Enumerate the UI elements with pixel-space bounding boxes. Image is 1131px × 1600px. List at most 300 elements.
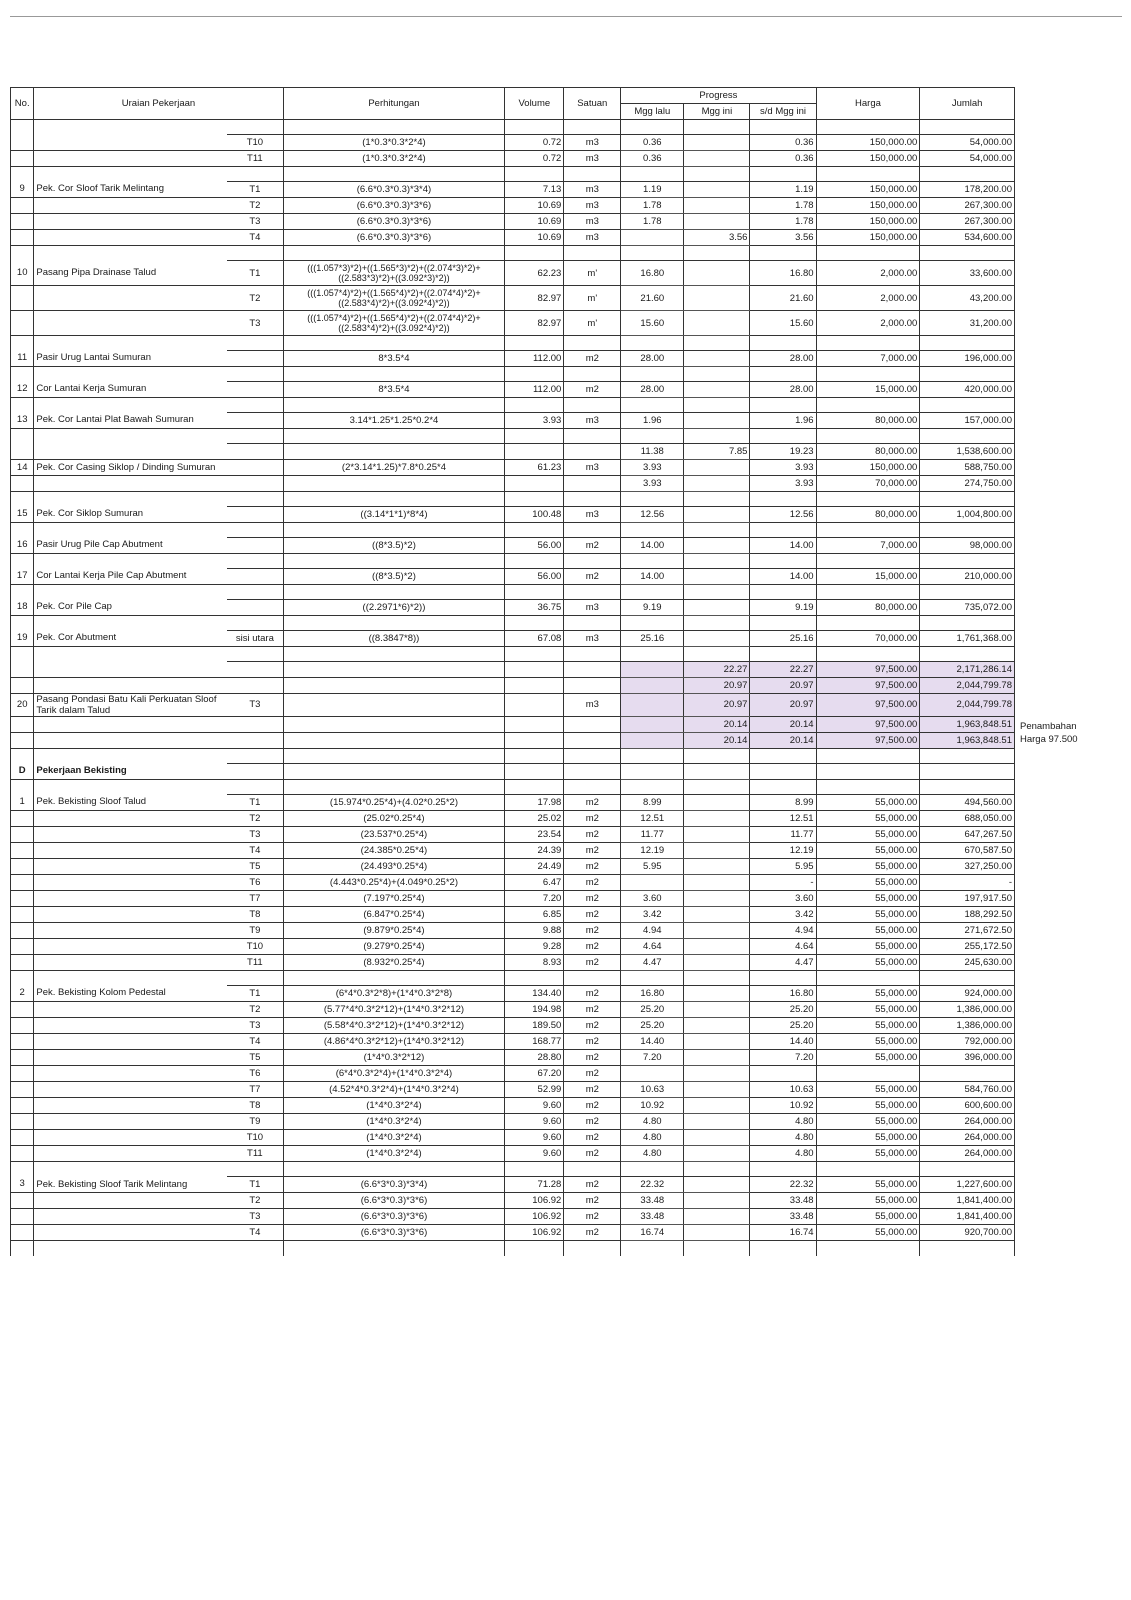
item-amount: 2,044,799.78 xyxy=(920,678,1015,694)
progress-this-week xyxy=(684,600,750,616)
table-row xyxy=(11,662,1015,678)
item-price-empty xyxy=(816,367,920,382)
progress-to-date: 12.51 xyxy=(750,811,816,827)
item-unit: m3 xyxy=(564,413,621,429)
item-unit: m2 xyxy=(564,1146,621,1162)
item-name-empty xyxy=(34,429,227,444)
progress-to-date-empty xyxy=(750,780,816,795)
progress-last-week-empty xyxy=(621,585,684,600)
item-sub: T10 xyxy=(227,1130,283,1146)
item-volume: 25.02 xyxy=(505,811,564,827)
spacer-row xyxy=(11,523,1015,538)
item-unit: m3 xyxy=(564,214,621,230)
item-no: 16 xyxy=(11,538,34,554)
progress-this-week-empty xyxy=(684,764,750,780)
table-row xyxy=(11,230,1015,246)
item-amount: 1,761,368.00 xyxy=(920,631,1015,647)
progress-last-week: 10.63 xyxy=(621,1082,684,1098)
item-unit-empty xyxy=(564,554,621,569)
item-sub-empty xyxy=(227,764,283,780)
item-price: 55,000.00 xyxy=(816,923,920,939)
item-sub: T8 xyxy=(227,907,283,923)
item-volume: 36.75 xyxy=(505,600,564,616)
progress-last-week: 1.78 xyxy=(621,198,684,214)
item-calculation: (6.6*3*0.3)*3*4) xyxy=(283,1177,505,1193)
item-amount-empty xyxy=(920,749,1015,764)
progress-last-week-empty xyxy=(621,764,684,780)
item-unit xyxy=(564,733,621,749)
item-amount-empty xyxy=(920,971,1015,986)
item-amount: 274,750.00 xyxy=(920,476,1015,492)
item-name-empty xyxy=(34,616,227,631)
item-price: 55,000.00 xyxy=(816,1002,920,1018)
table-row xyxy=(11,1177,1015,1193)
item-volume: 17.98 xyxy=(505,795,564,811)
item-unit: m2 xyxy=(564,843,621,859)
item-amount: 98,000.00 xyxy=(920,538,1015,554)
table-row xyxy=(11,1098,1015,1114)
item-amount: 688,050.00 xyxy=(920,811,1015,827)
item-name-empty xyxy=(34,749,227,764)
item-price-empty xyxy=(816,616,920,631)
item-sub: sisi utara xyxy=(227,631,283,647)
item-no xyxy=(11,955,34,971)
item-calculation: (24.493*0.25*4) xyxy=(283,859,505,875)
progress-this-week-empty xyxy=(684,120,750,135)
progress-this-week xyxy=(684,1002,750,1018)
item-name xyxy=(34,1225,227,1241)
item-no: 2 xyxy=(11,986,34,1002)
item-volume: 9.60 xyxy=(505,1098,564,1114)
table-row xyxy=(11,939,1015,955)
item-calculation-empty xyxy=(283,336,505,351)
item-unit xyxy=(564,717,621,733)
item-name-empty xyxy=(34,398,227,413)
item-volume-empty xyxy=(505,523,564,538)
item-price: 55,000.00 xyxy=(816,1082,920,1098)
item-no xyxy=(11,843,34,859)
item-unit-empty xyxy=(564,764,621,780)
item-amount: 267,300.00 xyxy=(920,198,1015,214)
progress-this-week: 20.14 xyxy=(684,717,750,733)
spacer-row xyxy=(11,398,1015,413)
progress-to-date: 5.95 xyxy=(750,859,816,875)
item-calculation: (6.6*3*0.3)*3*6) xyxy=(283,1209,505,1225)
item-unit: m' xyxy=(564,261,621,286)
item-amount-empty xyxy=(920,367,1015,382)
item-sub: T6 xyxy=(227,1066,283,1082)
item-unit-empty xyxy=(564,749,621,764)
item-amount: 54,000.00 xyxy=(920,135,1015,151)
item-unit: m' xyxy=(564,311,621,336)
item-sub: T2 xyxy=(227,811,283,827)
item-price: 70,000.00 xyxy=(816,631,920,647)
item-amount: 33,600.00 xyxy=(920,261,1015,286)
item-no xyxy=(11,1066,34,1082)
item-calculation: (9.879*0.25*4) xyxy=(283,923,505,939)
spacer-row xyxy=(11,616,1015,631)
item-sub: T11 xyxy=(227,955,283,971)
progress-to-date: 10.63 xyxy=(750,1082,816,1098)
item-name xyxy=(34,811,227,827)
item-volume: 67.20 xyxy=(505,1066,564,1082)
progress-last-week xyxy=(621,678,684,694)
item-volume-empty xyxy=(505,398,564,413)
progress-to-date: 0.36 xyxy=(750,135,816,151)
item-unit: m2 xyxy=(564,1098,621,1114)
item-calculation-empty xyxy=(283,780,505,795)
item-name xyxy=(34,1130,227,1146)
progress-to-date: 9.19 xyxy=(750,600,816,616)
item-price: 55,000.00 xyxy=(816,907,920,923)
item-unit: m3 xyxy=(564,182,621,198)
progress-last-week: 1.78 xyxy=(621,214,684,230)
table-row xyxy=(11,827,1015,843)
item-volume: 6.47 xyxy=(505,875,564,891)
item-calculation: (((1.057*4)*2)+((1.565*4)*2)+((2.074*4)*2)+((2.583*4)*2)+((3.092*4)*2)) xyxy=(283,311,505,336)
item-amount: 1,227,600.00 xyxy=(920,1177,1015,1193)
progress-this-week-empty xyxy=(684,398,750,413)
progress-last-week: 0.36 xyxy=(621,135,684,151)
table-row xyxy=(11,1130,1015,1146)
item-volume: 67.08 xyxy=(505,631,564,647)
progress-to-date-empty xyxy=(750,398,816,413)
table-row xyxy=(11,1050,1015,1066)
item-unit-empty xyxy=(564,523,621,538)
item-name-empty xyxy=(34,1162,227,1177)
progress-to-date: 14.00 xyxy=(750,538,816,554)
item-volume: 52.99 xyxy=(505,1082,564,1098)
progress-to-date: 16.80 xyxy=(750,986,816,1002)
item-unit: m2 xyxy=(564,1177,621,1193)
table-row xyxy=(11,1114,1015,1130)
progress-last-week-empty xyxy=(621,336,684,351)
item-volume: 106.92 xyxy=(505,1193,564,1209)
item-name xyxy=(34,907,227,923)
item-amount: 735,072.00 xyxy=(920,600,1015,616)
item-amount: 196,000.00 xyxy=(920,351,1015,367)
item-unit: m2 xyxy=(564,1114,621,1130)
spacer-row xyxy=(11,167,1015,182)
progress-this-week xyxy=(684,986,750,1002)
item-name xyxy=(34,1066,227,1082)
item-volume: 112.00 xyxy=(505,351,564,367)
item-amount: 600,600.00 xyxy=(920,1098,1015,1114)
item-no xyxy=(11,1082,34,1098)
item-volume: 82.97 xyxy=(505,286,564,311)
item-calculation-empty xyxy=(283,167,505,182)
progress-to-date-empty xyxy=(750,523,816,538)
item-no-empty xyxy=(11,585,34,600)
item-calculation: (1*4*0.3*2*4) xyxy=(283,1114,505,1130)
header-no: No. xyxy=(11,88,34,120)
progress-last-week: 14.00 xyxy=(621,569,684,585)
item-amount-empty xyxy=(920,616,1015,631)
item-name xyxy=(34,151,227,167)
item-amount-empty xyxy=(920,1162,1015,1177)
item-unit: m2 xyxy=(564,351,621,367)
progress-this-week xyxy=(684,891,750,907)
progress-this-week xyxy=(684,1034,750,1050)
item-no xyxy=(11,827,34,843)
progress-this-week xyxy=(684,955,750,971)
progress-to-date: 3.93 xyxy=(750,476,816,492)
item-name xyxy=(34,476,227,492)
table-row xyxy=(11,1225,1015,1241)
item-calculation: (2*3.14*1.25)*7.8*0.25*4 xyxy=(283,460,505,476)
item-calculation: (5.58*4*0.3*2*12)+(1*4*0.3*2*12) xyxy=(283,1018,505,1034)
item-unit: m' xyxy=(564,286,621,311)
header-sd-mgg-ini: s/d Mgg ini xyxy=(750,104,816,120)
progress-to-date: 28.00 xyxy=(750,382,816,398)
item-no-empty xyxy=(11,523,34,538)
item-unit: m2 xyxy=(564,795,621,811)
item-no-empty xyxy=(11,616,34,631)
progress-last-week: 4.47 xyxy=(621,955,684,971)
header-satuan: Satuan xyxy=(564,88,621,120)
item-volume xyxy=(505,717,564,733)
progress-last-week: 0.36 xyxy=(621,151,684,167)
item-volume: 106.92 xyxy=(505,1209,564,1225)
item-no xyxy=(11,1018,34,1034)
progress-last-week: 4.80 xyxy=(621,1114,684,1130)
item-calculation: ((3.14*1*1)*8*4) xyxy=(283,507,505,523)
item-no xyxy=(11,1114,34,1130)
item-calculation: (6.6*0.3*0.3)*3*6) xyxy=(283,214,505,230)
progress-to-date-empty xyxy=(750,367,816,382)
item-calculation: ((2.2971*6)*2)) xyxy=(283,600,505,616)
item-no: 13 xyxy=(11,413,34,429)
table-row xyxy=(11,875,1015,891)
item-name-empty xyxy=(34,367,227,382)
item-price: 55,000.00 xyxy=(816,875,920,891)
item-unit: m2 xyxy=(564,1130,621,1146)
item-amount: 327,250.00 xyxy=(920,859,1015,875)
progress-this-week-empty xyxy=(684,246,750,261)
item-name: Pasir Urug Pile Cap Abutment xyxy=(34,538,227,554)
item-amount-empty xyxy=(920,1241,1015,1257)
progress-this-week xyxy=(684,1066,750,1082)
item-amount: 197,917.50 xyxy=(920,891,1015,907)
header-mgg-lalu: Mgg lalu xyxy=(621,104,684,120)
item-calculation: (1*4*0.3*2*4) xyxy=(283,1098,505,1114)
progress-to-date: 4.80 xyxy=(750,1130,816,1146)
progress-this-week xyxy=(684,460,750,476)
item-name xyxy=(34,135,227,151)
item-amount-empty xyxy=(920,554,1015,569)
item-volume: 0.72 xyxy=(505,151,564,167)
item-price: 55,000.00 xyxy=(816,1146,920,1162)
item-price-empty xyxy=(816,585,920,600)
item-unit: m2 xyxy=(564,955,621,971)
item-volume-empty xyxy=(505,167,564,182)
item-calculation: (1*0.3*0.3*2*4) xyxy=(283,135,505,151)
item-amount: 420,000.00 xyxy=(920,382,1015,398)
item-calculation: (6.6*3*0.3)*3*6) xyxy=(283,1225,505,1241)
progress-to-date: 22.32 xyxy=(750,1177,816,1193)
item-volume-empty xyxy=(505,585,564,600)
item-calculation-empty xyxy=(283,398,505,413)
table-row xyxy=(11,1209,1015,1225)
item-unit xyxy=(564,444,621,460)
progress-last-week-empty xyxy=(621,429,684,444)
top-rule xyxy=(10,16,1122,17)
progress-last-week-empty xyxy=(621,367,684,382)
item-sub-empty xyxy=(227,780,283,795)
progress-last-week-empty xyxy=(621,616,684,631)
table-row xyxy=(11,214,1015,230)
progress-to-date-empty xyxy=(750,120,816,135)
item-unit-empty xyxy=(564,336,621,351)
progress-last-week: 5.95 xyxy=(621,859,684,875)
progress-last-week: 16.80 xyxy=(621,986,684,1002)
table-row xyxy=(11,413,1015,429)
item-price xyxy=(816,1066,920,1082)
item-no: 10 xyxy=(11,261,34,286)
item-volume: 134.40 xyxy=(505,986,564,1002)
item-calculation: (6.6*0.3*0.3)*3*4) xyxy=(283,182,505,198)
progress-last-week: 15.60 xyxy=(621,311,684,336)
item-name-empty xyxy=(34,1241,227,1257)
item-name: Pek. Cor Siklop Sumuran xyxy=(34,507,227,523)
table-row xyxy=(11,986,1015,1002)
item-sub: T7 xyxy=(227,891,283,907)
item-price: 97,500.00 xyxy=(816,662,920,678)
item-calculation: ((8.3847*8)) xyxy=(283,631,505,647)
progress-to-date: 20.97 xyxy=(750,694,816,717)
progress-to-date: 4.80 xyxy=(750,1114,816,1130)
progress-to-date: - xyxy=(750,875,816,891)
table-row xyxy=(11,311,1015,336)
item-volume: 56.00 xyxy=(505,569,564,585)
progress-to-date: 14.00 xyxy=(750,569,816,585)
item-calculation: (6.6*0.3*0.3)*3*6) xyxy=(283,230,505,246)
item-calculation-empty xyxy=(283,492,505,507)
item-name xyxy=(34,717,227,733)
item-volume: 189.50 xyxy=(505,1018,564,1034)
item-amount: 920,700.00 xyxy=(920,1225,1015,1241)
item-name xyxy=(34,1193,227,1209)
item-name xyxy=(34,733,227,749)
item-unit-empty xyxy=(564,647,621,662)
item-price: 15,000.00 xyxy=(816,382,920,398)
item-amount: 584,760.00 xyxy=(920,1082,1015,1098)
item-amount: 1,004,800.00 xyxy=(920,507,1015,523)
item-volume: 82.97 xyxy=(505,311,564,336)
progress-this-week xyxy=(684,214,750,230)
progress-this-week xyxy=(684,507,750,523)
item-sub: T4 xyxy=(227,1034,283,1050)
item-no xyxy=(11,733,34,749)
item-amount: 157,000.00 xyxy=(920,413,1015,429)
progress-this-week xyxy=(684,1177,750,1193)
table-row xyxy=(11,631,1015,647)
table-row xyxy=(11,811,1015,827)
item-amount-empty xyxy=(920,246,1015,261)
item-price: 150,000.00 xyxy=(816,198,920,214)
item-unit: m2 xyxy=(564,907,621,923)
progress-this-week xyxy=(684,1225,750,1241)
item-no xyxy=(11,1209,34,1225)
item-volume: 9.60 xyxy=(505,1146,564,1162)
progress-last-week xyxy=(621,662,684,678)
item-no: 18 xyxy=(11,600,34,616)
table-row xyxy=(11,182,1015,198)
item-unit: m2 xyxy=(564,382,621,398)
item-price: 55,000.00 xyxy=(816,811,920,827)
progress-last-week: 3.93 xyxy=(621,476,684,492)
item-volume: 24.49 xyxy=(505,859,564,875)
item-sub xyxy=(227,444,283,460)
item-calculation xyxy=(283,476,505,492)
item-sub: T2 xyxy=(227,286,283,311)
item-calculation-empty xyxy=(283,585,505,600)
progress-to-date-empty xyxy=(750,585,816,600)
item-name-empty xyxy=(34,336,227,351)
progress-this-week: 20.14 xyxy=(684,733,750,749)
progress-this-week xyxy=(684,413,750,429)
progress-last-week xyxy=(621,694,684,717)
item-sub-empty xyxy=(227,616,283,631)
item-no xyxy=(11,1130,34,1146)
item-sub: T10 xyxy=(227,939,283,955)
item-calculation-empty xyxy=(283,764,505,780)
item-price: 55,000.00 xyxy=(816,891,920,907)
item-no-empty xyxy=(11,398,34,413)
item-sub-empty xyxy=(227,523,283,538)
item-price-empty xyxy=(816,780,920,795)
item-name: Pek. Cor Sloof Tarik Melintang xyxy=(34,182,227,198)
spacer-row xyxy=(11,120,1015,135)
progress-last-week: 1.19 xyxy=(621,182,684,198)
item-sub: T3 xyxy=(227,311,283,336)
item-sub: T1 xyxy=(227,182,283,198)
item-unit: m2 xyxy=(564,1193,621,1209)
item-calculation xyxy=(283,733,505,749)
item-sub: T6 xyxy=(227,875,283,891)
table-row xyxy=(11,1193,1015,1209)
item-volume-empty xyxy=(505,246,564,261)
table-row xyxy=(11,859,1015,875)
item-unit-empty xyxy=(564,120,621,135)
item-calculation: (5.77*4*0.3*2*12)+(1*4*0.3*2*12) xyxy=(283,1002,505,1018)
progress-this-week-empty xyxy=(684,167,750,182)
item-sub xyxy=(227,662,283,678)
item-volume: 7.20 xyxy=(505,891,564,907)
item-name xyxy=(34,678,227,694)
progress-last-week: 16.80 xyxy=(621,261,684,286)
progress-to-date: 20.97 xyxy=(750,678,816,694)
progress-to-date: 1.78 xyxy=(750,198,816,214)
header-progress: Progress xyxy=(621,88,816,104)
item-calculation: (9.279*0.25*4) xyxy=(283,939,505,955)
item-unit: m3 xyxy=(564,631,621,647)
item-no xyxy=(11,151,34,167)
item-calculation: (7.197*0.25*4) xyxy=(283,891,505,907)
progress-this-week xyxy=(684,795,750,811)
item-price-empty xyxy=(816,554,920,569)
item-volume-empty xyxy=(505,780,564,795)
item-price-empty xyxy=(816,764,920,780)
item-price-empty xyxy=(816,167,920,182)
item-name xyxy=(34,955,227,971)
item-no xyxy=(11,198,34,214)
progress-last-week xyxy=(621,1066,684,1082)
item-amount-empty xyxy=(920,120,1015,135)
item-name: Pasang Pipa Drainase Talud xyxy=(34,261,227,286)
item-name: Pek. Bekisting Sloof Talud xyxy=(34,795,227,811)
item-no xyxy=(11,1146,34,1162)
